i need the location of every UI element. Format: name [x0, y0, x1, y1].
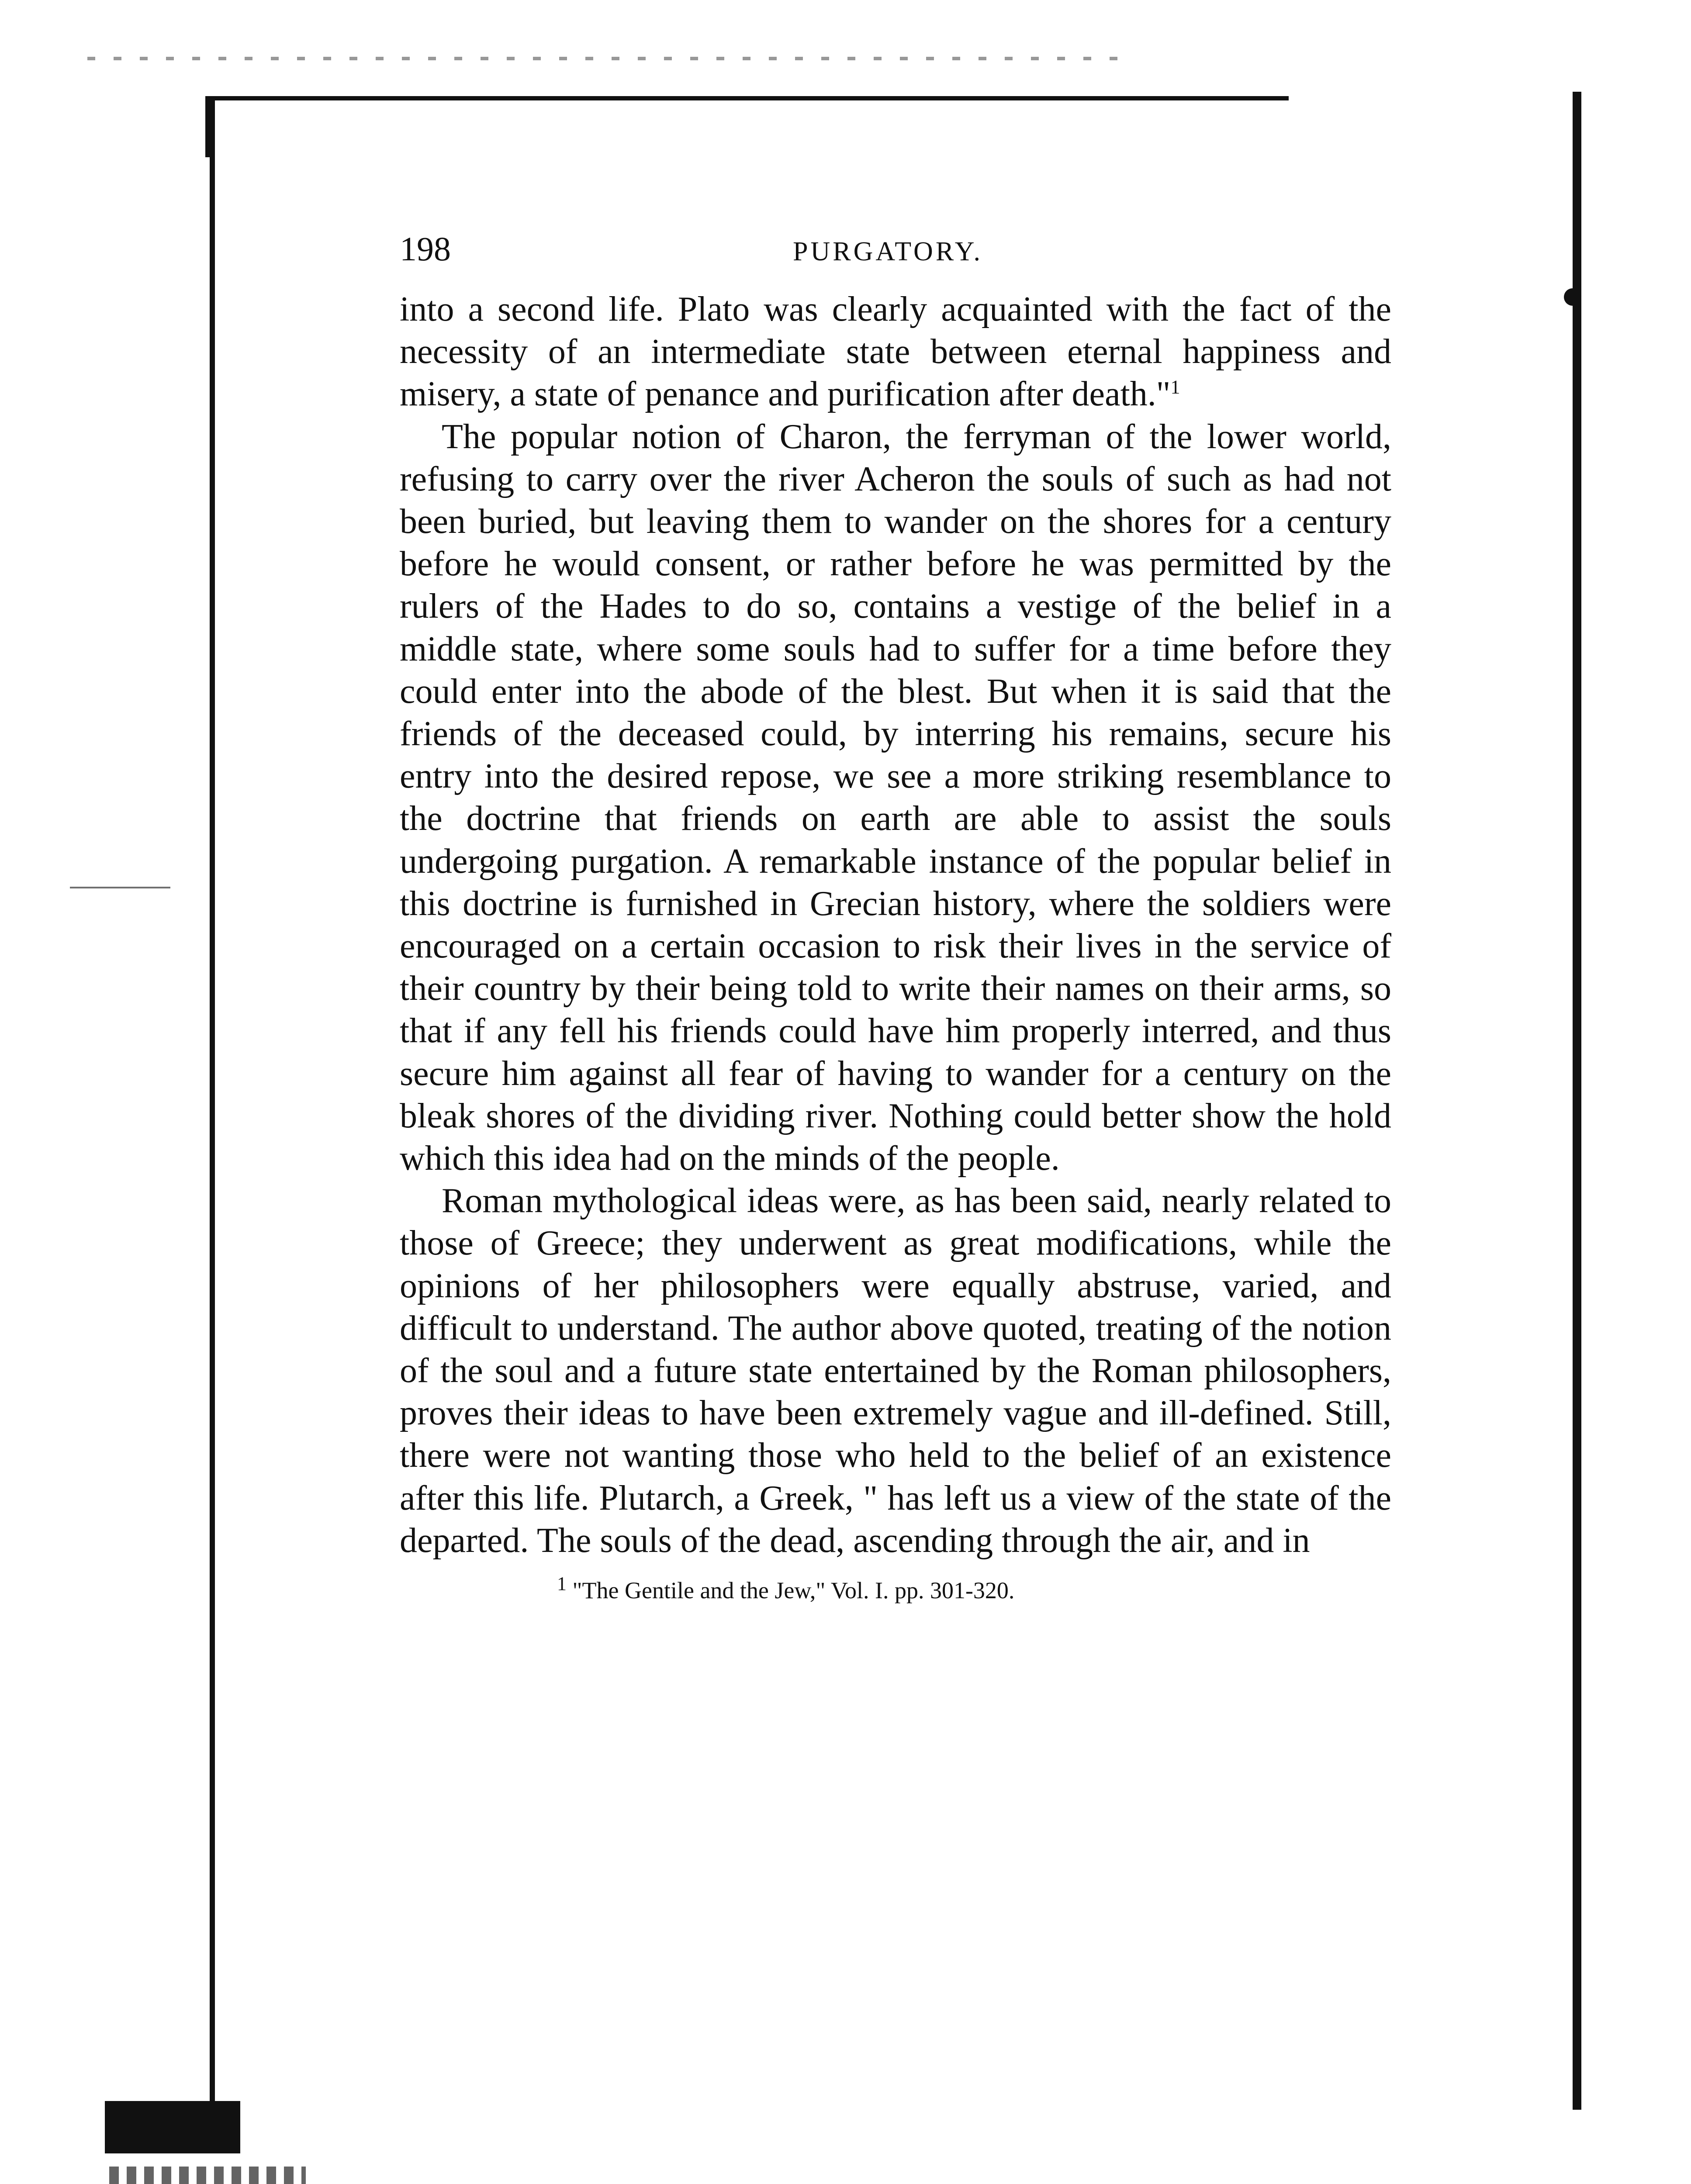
- paragraph-3: [400, 1180, 1391, 1562]
- footnote-marker: 1: [557, 1573, 567, 1595]
- page-number: 198: [400, 230, 451, 268]
- paragraph-1: [400, 288, 1391, 416]
- paragraph-text: into a second life. Plato was clearly acquainted with the fact of the necessity of an intermediate state between eternal happiness and misery, a state of penance and purification after death.": [400, 290, 1391, 414]
- footnote-reference: 1: [1170, 376, 1180, 398]
- paragraph-text: Roman mythological ideas were, as has been said, nearly related to those of Greece; they underwent as great modifications, while the opinions of her philosophers were equally abstruse, varied, and difficult to understand. The author above quoted, treating of the notion of the soul and a future state entertained by the Roman philosophers, proves their ideas to have been extremely vague and ill-defined. Still, there were not wanting those who held to the belief of an existence after this life. Plutarch, a Greek, " has left us a view of the state of the departed. The souls of the dead, ascending through the air, and in: [400, 1182, 1391, 1560]
- book-page: [400, 227, 1391, 1606]
- running-head: PURGATORY.: [793, 237, 983, 266]
- footnote-text: "The Gentile and the Jew," Vol. I. pp. 301-320.: [572, 1577, 1015, 1604]
- page-border-right: [1573, 92, 1581, 2110]
- page-border-left: [210, 100, 215, 2145]
- paragraph-text: The popular notion of Charon, the ferryman of the lower world, refusing to carry over the river Acheron the souls of such as had not been buried, but leaving them to wander on the shores for a century before he would consent, or rather before he was permitted by the rulers of the Hades to do so, contains a vestige of the belief in a middle state, where some souls had to suffer for a time before they could enter into the abode of the blest. But when it is said that the friends of the deceased could, by interring his remains, secure his entry into the desired repose, we see a more striking resemblance to the doctrine that friends on earth are able to assist the souls undergoing purgation. A remarkable instance of the popular belief in this doctrine is furnished in Grecian history, where the soldiers were encouraged on a certain occasion to risk their lives in the service of their country by their being told to write their names on their arms, so that if any fell his friends could have him properly interred, and thus secure him against all fear of having to wander for a century on the bleak shores of the dividing river. Nothing could better show the hold which this idea had on the minds of the people.: [400, 417, 1391, 1178]
- scan-shadow-bottom-left: [105, 2101, 240, 2153]
- body-text: [400, 288, 1391, 1562]
- page-header: [400, 227, 1391, 280]
- paragraph-2: [400, 416, 1391, 1180]
- page-border-top: [205, 96, 1289, 100]
- footnote: [400, 1575, 1391, 1606]
- scan-speckle-bottom: [109, 2167, 306, 2184]
- scan-dash-left: [70, 887, 170, 888]
- scan-speckle-top: [87, 57, 1136, 60]
- page-border-right-notch: [1564, 288, 1581, 306]
